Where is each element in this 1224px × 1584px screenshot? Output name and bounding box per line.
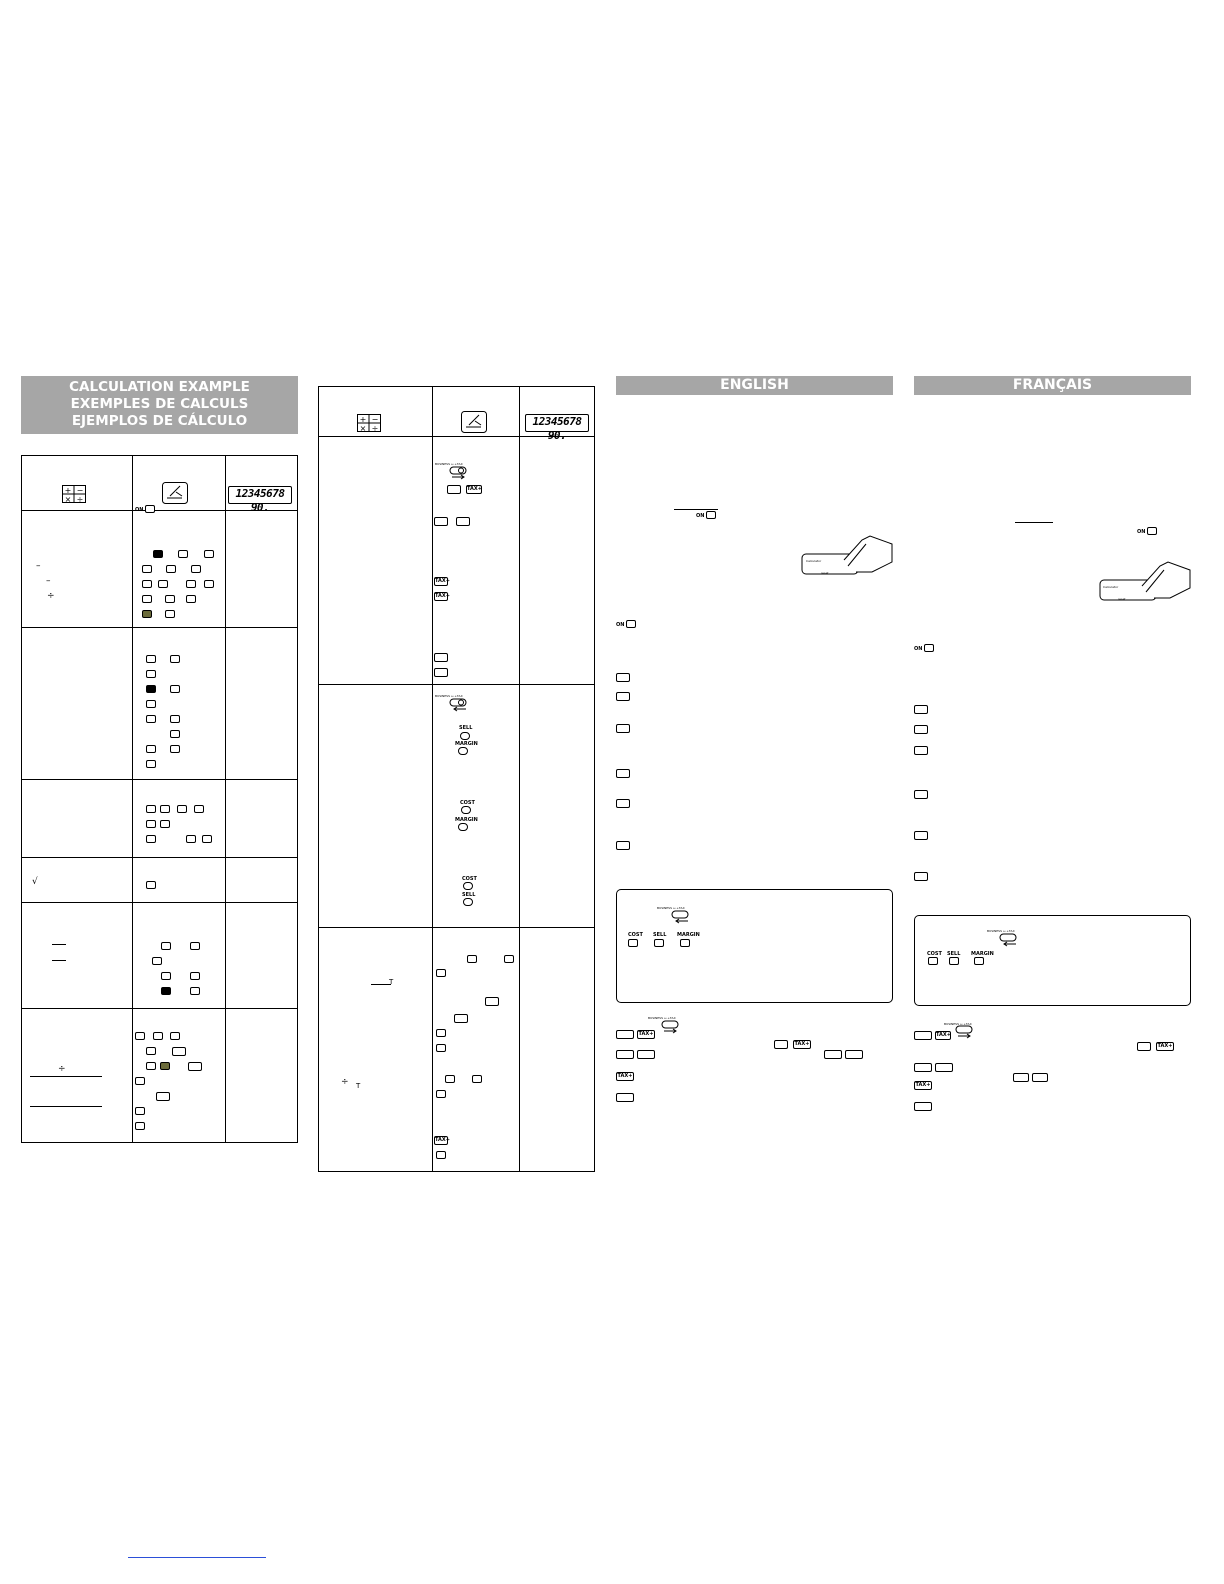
multiply-key-3[interactable] — [186, 595, 196, 603]
sell-label: SELL — [459, 725, 473, 731]
minus-key-2[interactable] — [146, 685, 156, 693]
banner-line-1: CALCULATION EXAMPLE — [69, 379, 250, 395]
banner-line-3: EJEMPLOS DE CÁLCULO — [71, 413, 248, 429]
key-o[interactable] — [456, 517, 470, 526]
key-n[interactable] — [434, 517, 448, 526]
equals-key-4[interactable] — [165, 610, 175, 618]
tax-plus-key-4[interactable]: TAX+ — [435, 1137, 450, 1143]
minus-symbol-2: – — [46, 576, 51, 586]
switch-icon-en-2 — [661, 1020, 681, 1034]
francais-banner: FRANÇAIS — [914, 376, 1191, 395]
key-r[interactable] — [485, 997, 499, 1006]
arrow-key-fr[interactable] — [914, 725, 928, 734]
plus-key-5[interactable] — [161, 972, 171, 980]
svg-text:−: − — [76, 486, 84, 495]
tax-key[interactable] — [190, 942, 200, 950]
on-label-fr: ON — [914, 646, 923, 652]
equals-key-3[interactable] — [204, 580, 214, 588]
t-symbol: T — [389, 978, 394, 986]
sell-label-en: SELL — [653, 932, 667, 938]
switch-icon-en — [671, 910, 691, 924]
tax-plus-key-en-2[interactable]: TAX+ — [794, 1041, 810, 1047]
mode-switch-label-2: BUSINESS ↔ +TAX — [435, 694, 463, 698]
minus-small-key-fr-4[interactable] — [914, 1102, 932, 1111]
key-h[interactable] — [188, 1062, 202, 1071]
card-sub: reset — [821, 571, 829, 575]
sqrt-symbol: √ — [32, 877, 38, 887]
cost-key-2[interactable] — [463, 882, 473, 890]
cost-key-en[interactable] — [628, 939, 638, 947]
key-g[interactable] — [172, 1047, 186, 1056]
equals-key-14[interactable] — [202, 835, 212, 843]
equals-key-15[interactable] — [504, 955, 514, 963]
cost-label-en: COST — [628, 932, 643, 938]
minus-symbol: – — [36, 561, 41, 571]
fraction-bar — [52, 944, 66, 945]
svg-text:−: − — [371, 415, 379, 424]
card-label: Calculator — [806, 559, 822, 563]
sell-key[interactable] — [460, 732, 470, 740]
key-p[interactable] — [434, 653, 448, 662]
on-key-label: ON — [135, 507, 144, 513]
divide-key[interactable] — [165, 595, 175, 603]
minus-small-key-en[interactable] — [616, 841, 630, 850]
key-c[interactable] — [194, 805, 204, 813]
multiply-key-7[interactable] — [161, 942, 171, 950]
ac-key-en[interactable] — [626, 620, 636, 628]
switch-icon-fr-2 — [955, 1025, 975, 1039]
key-j[interactable] — [156, 1092, 170, 1101]
margin-label-fr: MARGIN — [971, 951, 994, 957]
key-f[interactable] — [170, 1032, 180, 1040]
sell-label-2: SELL — [462, 892, 476, 898]
tax-minus-key[interactable] — [152, 957, 162, 965]
cost-key[interactable] — [461, 806, 471, 814]
multiply-key[interactable] — [142, 565, 152, 573]
rotate-key-fr[interactable] — [914, 705, 928, 714]
t-symbol-2: T — [356, 1082, 361, 1090]
multiply-key-9[interactable] — [467, 955, 477, 963]
tax-plus-key-en-3[interactable]: TAX+ — [617, 1073, 633, 1079]
key-e[interactable] — [153, 1032, 163, 1040]
tax-plus-key-en[interactable]: TAX+ — [638, 1031, 654, 1037]
francais-underline — [1015, 522, 1053, 523]
lcd-display-icon-2: 12345678 90. — [525, 414, 589, 432]
tax-key-7[interactable] — [436, 1151, 446, 1159]
card-sub-fr: reset — [1118, 597, 1126, 601]
equals-key-12[interactable] — [146, 760, 156, 768]
memory-key[interactable] — [142, 610, 152, 618]
exchange-key[interactable] — [142, 580, 152, 588]
key-b[interactable] — [177, 805, 187, 813]
equals-key-7[interactable] — [170, 685, 180, 693]
example-table-left — [21, 455, 298, 1143]
english-note-box — [616, 889, 893, 1003]
tax-plus-key-fr-3[interactable]: TAX+ — [915, 1082, 931, 1088]
percent-key[interactable] — [166, 565, 176, 573]
multiply-key-8[interactable] — [146, 1047, 156, 1055]
svg-text:×: × — [359, 424, 367, 433]
key-w[interactable] — [616, 1050, 634, 1059]
svg-text:+: + — [359, 415, 367, 424]
divide-key-3[interactable] — [146, 820, 156, 828]
cost-label-fr: COST — [927, 951, 942, 957]
key-s[interactable] — [454, 1014, 468, 1023]
switch-icon-fr — [999, 933, 1019, 947]
minus-key-en[interactable] — [616, 769, 630, 778]
key-q[interactable] — [434, 668, 448, 677]
key-i[interactable] — [135, 1077, 145, 1085]
tax-plus-key-2[interactable]: TAX+ — [435, 578, 450, 584]
calculation-example-banner — [21, 376, 298, 434]
fraction-bar-2 — [52, 960, 66, 961]
francais-ac-key[interactable] — [1147, 527, 1157, 535]
fraction-bar-4 — [30, 1106, 102, 1107]
english-banner: ENGLISH — [616, 376, 893, 395]
equals-key-5[interactable] — [170, 655, 180, 663]
minus-small-key-fr[interactable] — [914, 872, 928, 881]
minus-small-key-en-2[interactable] — [637, 1050, 655, 1059]
tax-key-3[interactable] — [190, 987, 200, 995]
sqrt-key[interactable] — [146, 881, 156, 889]
mode-switch-icon-2 — [449, 698, 469, 712]
cost-label-2: COST — [462, 876, 477, 882]
shift-key[interactable] — [186, 580, 196, 588]
sell-key-2[interactable] — [463, 898, 473, 906]
minus-small-key-fr-2[interactable] — [935, 1063, 953, 1072]
key-x[interactable] — [824, 1050, 842, 1059]
equals-key[interactable] — [204, 550, 214, 558]
minus-key[interactable] — [153, 550, 163, 558]
example-table-right — [318, 386, 595, 1172]
plus-key-2[interactable] — [142, 595, 152, 603]
memory-key-2[interactable] — [160, 1062, 170, 1070]
margin-key-fr[interactable] — [974, 957, 984, 965]
key-u[interactable] — [616, 1030, 634, 1039]
english-underline — [674, 509, 718, 510]
svg-text:×: × — [64, 495, 72, 504]
clear-key[interactable] — [145, 505, 155, 513]
mode-switch-icon — [449, 466, 469, 480]
divide-symbol: ÷ — [47, 591, 55, 601]
francais-on-label: ON — [1137, 529, 1146, 535]
sqrt-key-fr[interactable] — [914, 746, 928, 755]
tax-key-5[interactable] — [436, 1029, 446, 1037]
tax-plus-key-fr[interactable]: TAX+ — [936, 1032, 951, 1038]
reset-card-illustration-fr — [1098, 558, 1192, 604]
fraction-bar-3 — [30, 1076, 102, 1077]
sell-key-fr[interactable] — [949, 957, 959, 965]
key-l[interactable] — [135, 1122, 145, 1130]
minus-key-fr[interactable] — [914, 790, 928, 799]
mode-switch-label: BUSINESS ↔ +TAX — [435, 462, 463, 466]
sell-label-fr: SELL — [947, 951, 961, 957]
key-k[interactable] — [135, 1107, 145, 1115]
margin-label-en: MARGIN — [677, 932, 700, 938]
key-d[interactable] — [135, 1032, 145, 1040]
switch-label-en: BUSINESS ↔ +TAX — [657, 906, 685, 910]
tax-key-2[interactable] — [190, 972, 200, 980]
svg-text:+: + — [64, 486, 72, 495]
keypress-hand-icon — [162, 482, 188, 504]
equals-key-6[interactable] — [146, 670, 156, 678]
plus-key-3[interactable] — [146, 655, 156, 663]
key-a[interactable] — [160, 805, 170, 813]
key-aa[interactable] — [914, 1063, 932, 1072]
sell-key-en[interactable] — [654, 939, 664, 947]
equals-key-9[interactable] — [170, 715, 180, 723]
key-t[interactable] — [436, 1044, 446, 1052]
minus-small-key-fr-3[interactable] — [1032, 1073, 1048, 1082]
equals-key-11[interactable] — [170, 745, 180, 753]
margin-label-2: MARGIN — [455, 817, 478, 823]
blank-key-en[interactable] — [616, 799, 630, 808]
tax-key-6[interactable] — [436, 1090, 446, 1098]
equals-key-10[interactable] — [170, 730, 180, 738]
footer-link-underline[interactable] — [128, 1557, 266, 1558]
key-v[interactable] — [774, 1040, 788, 1049]
cost-label: COST — [460, 800, 475, 806]
key-z[interactable] — [1137, 1042, 1151, 1051]
lcd-display-icon: 12345678 90. — [228, 486, 292, 504]
divide-key-2[interactable] — [146, 745, 156, 753]
switch-label-fr: BUSINESS ↔ +TAX — [987, 929, 1015, 933]
divide-symbol-2: ÷ — [58, 1064, 66, 1074]
svg-text:÷: ÷ — [371, 424, 379, 433]
english-on-label: ON — [696, 513, 705, 519]
blank-key-fr[interactable] — [914, 831, 928, 840]
keypress-hand-icon-2 — [461, 411, 487, 433]
key-ab[interactable] — [1013, 1073, 1029, 1082]
sqrt-key-en[interactable] — [616, 724, 630, 733]
tax-plus-key[interactable]: TAX+ — [467, 486, 482, 492]
ac-key-fr[interactable] — [924, 644, 934, 652]
switch-label-fr-2: BUSINESS ↔ +TAX — [944, 1022, 972, 1026]
operations-icon — [62, 485, 86, 503]
cost-key-fr[interactable] — [928, 957, 938, 965]
equals-key-16[interactable] — [472, 1075, 482, 1083]
margin-label: MARGIN — [455, 741, 478, 747]
plus-key-4[interactable] — [186, 835, 196, 843]
card-label-fr: Calculator — [1103, 585, 1119, 589]
banner-line-2: EXEMPLES DE CALCULS — [70, 396, 249, 412]
minus-small-key-en-3[interactable] — [845, 1050, 863, 1059]
on-label-en: ON — [616, 622, 625, 628]
multiply-key-2[interactable] — [158, 580, 168, 588]
plus-key[interactable] — [178, 550, 188, 558]
margin-key-en[interactable] — [680, 939, 690, 947]
margin-key[interactable] — [458, 747, 468, 755]
fraction-bar-5 — [371, 984, 391, 985]
rotate-key-en[interactable] — [616, 673, 630, 682]
key-m[interactable] — [447, 485, 461, 494]
divide-symbol-3: ÷ — [341, 1077, 349, 1087]
tax-plus-key-3[interactable]: TAX+ — [435, 593, 450, 599]
multiply-key-4[interactable] — [146, 715, 156, 723]
reset-card-illustration — [800, 532, 894, 578]
svg-text:÷: ÷ — [76, 495, 84, 504]
operations-icon-2 — [357, 414, 381, 432]
multiply-key-6[interactable] — [146, 835, 156, 843]
multiply-key-5[interactable] — [146, 805, 156, 813]
divide-key-4[interactable] — [146, 1062, 156, 1070]
divide-key-5[interactable] — [445, 1075, 455, 1083]
tax-key-4[interactable] — [436, 969, 446, 977]
english-ac-key[interactable] — [706, 511, 716, 519]
arrow-key-en[interactable] — [616, 692, 630, 701]
minus-small-key-en-4[interactable] — [616, 1093, 634, 1102]
francais-note-box — [914, 915, 1191, 1006]
margin-key-2[interactable] — [458, 823, 468, 831]
tax-plus-key-fr-2[interactable]: TAX+ — [1157, 1043, 1173, 1049]
key-y[interactable] — [914, 1031, 932, 1040]
equals-key-13[interactable] — [160, 820, 170, 828]
equals-key-8[interactable] — [146, 700, 156, 708]
minus-key-3[interactable] — [161, 987, 171, 995]
switch-label-en-2: BUSINESS ↔ +TAX — [648, 1016, 676, 1020]
equals-key-2[interactable] — [191, 565, 201, 573]
